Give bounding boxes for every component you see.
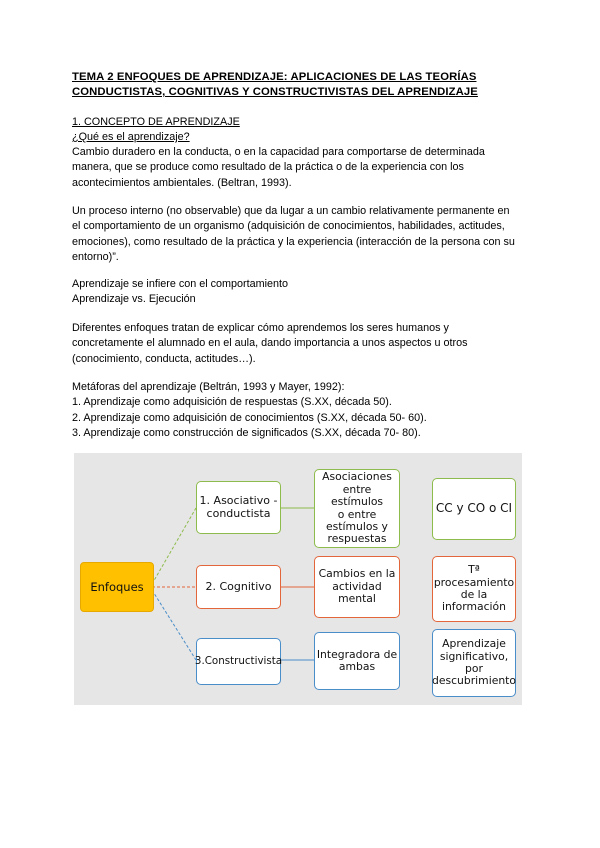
node-line: respuestas bbox=[327, 532, 387, 546]
node-line: significativo, bbox=[439, 649, 509, 663]
node-line: mental bbox=[338, 592, 376, 606]
root-node-enfoques: Enfoques bbox=[80, 562, 154, 612]
node-line: estímulos y bbox=[326, 519, 388, 533]
paragraph-approaches bbox=[72, 321, 542, 367]
node-asociativo-conductista bbox=[196, 481, 281, 534]
node-constructivista bbox=[196, 638, 281, 685]
node-cc-co-ci bbox=[432, 478, 516, 540]
section-heading: 1. CONCEPTO DE APRENDIZAJE bbox=[72, 116, 240, 128]
metaphors-intro: Metáforas del aprendizaje (Beltrán, 1993 y Mayer, 1992): bbox=[72, 381, 345, 393]
connector-line-constructivista bbox=[152, 590, 196, 660]
paragraph-line: (conocimiento, conducta, actitudes…). bbox=[72, 352, 256, 365]
title-line-1: TEMA 2 ENFOQUES DE APRENDIZAJE: APLICACIONES DE LAS TEORÍAS bbox=[72, 71, 477, 83]
node-line: procesamiento bbox=[433, 575, 515, 589]
node-line: conductista bbox=[206, 506, 271, 520]
node-procesamiento-informacion bbox=[432, 556, 516, 622]
paragraph-line: Diferentes enfoques tratan de explicar cómo aprendemos los seres humanos y bbox=[72, 322, 449, 334]
paragraph-line: Cambio duradero en la conducta, o en la capacidad para comportarse de determinada bbox=[72, 146, 485, 158]
paragraph-line: manera, que se produce como resultado de la práctica o de la experiencia con los bbox=[72, 161, 464, 174]
paragraph-line: Un proceso interno (no observable) que da lugar a un cambio relativamente permanente en bbox=[72, 205, 510, 217]
node-line: o entre bbox=[337, 507, 377, 521]
node-line: entre estímulos bbox=[330, 482, 384, 509]
node-asociaciones bbox=[314, 469, 400, 548]
document-title bbox=[72, 70, 542, 100]
node-line: descubrimiento bbox=[431, 674, 517, 688]
node-line: ambas bbox=[338, 660, 376, 673]
node-cambios-actividad-mental bbox=[314, 556, 400, 618]
metaphors-list bbox=[72, 380, 542, 442]
question-heading: ¿Qué es el aprendizaje? bbox=[72, 131, 190, 143]
paragraph-line: emociones), como resultado de la práctica y la experiencia (interacción de la persona con su bbox=[72, 235, 515, 248]
metaphor-item: 2. Aprendizaje como adquisición de conocimientos (S.XX, década 50- 60). bbox=[72, 411, 427, 424]
node-aprendizaje-significativo bbox=[432, 629, 516, 697]
node-line: de la bbox=[460, 588, 488, 601]
node-line: 3.Constructivista bbox=[194, 654, 283, 667]
node-line: 2. Cognitivo bbox=[205, 579, 272, 593]
node-line: por bbox=[465, 662, 483, 675]
metaphor-item: 1. Aprendizaje como adquisición de respuestas (S.XX, década 50). bbox=[72, 396, 392, 409]
node-integradora bbox=[314, 632, 400, 690]
node-line: información bbox=[441, 600, 506, 614]
paragraph-definition-2 bbox=[72, 204, 542, 266]
node-line: 1. Asociativo - bbox=[199, 493, 278, 507]
paragraph-inference bbox=[72, 277, 542, 308]
node-cognitivo bbox=[196, 565, 281, 609]
node-line: Asociaciones bbox=[322, 470, 392, 484]
node-line: Integradora de bbox=[316, 647, 398, 661]
paragraph-line: Aprendizaje vs. Ejecución bbox=[72, 293, 196, 306]
node-line: Tª bbox=[468, 563, 480, 577]
node-line: Aprendizaje bbox=[442, 637, 506, 651]
paragraph-line: entorno)”. bbox=[72, 251, 119, 264]
paragraph-definition-1 bbox=[72, 145, 542, 191]
node-line: Cambios en la bbox=[318, 567, 396, 581]
connector-line-asociativo bbox=[152, 508, 196, 584]
node-line: CC y CO o CI bbox=[435, 501, 513, 516]
metaphor-item: 3. Aprendizaje como construcción de significados (S.XX, década 70- 80). bbox=[72, 427, 421, 440]
paragraph-line: Aprendizaje se infiere con el comportamiento bbox=[72, 278, 289, 290]
paragraph-line: concretamente el alumnado en el aula, dando importancia a unos aspectos u otros bbox=[72, 337, 468, 350]
paragraph-line: acontecimientos ambientales. (Beltran, 1993). bbox=[72, 176, 292, 189]
node-line: actividad bbox=[332, 579, 382, 593]
title-line-2: CONDUCTISTAS, COGNITIVAS Y CONSTRUCTIVISTAS DEL APRENDIZAJE bbox=[72, 86, 478, 98]
paragraph-line: el comportamiento de un organismo (adquisición de conocimientos, habilidades, actitudes, bbox=[72, 220, 505, 233]
approaches-diagram bbox=[74, 453, 522, 705]
